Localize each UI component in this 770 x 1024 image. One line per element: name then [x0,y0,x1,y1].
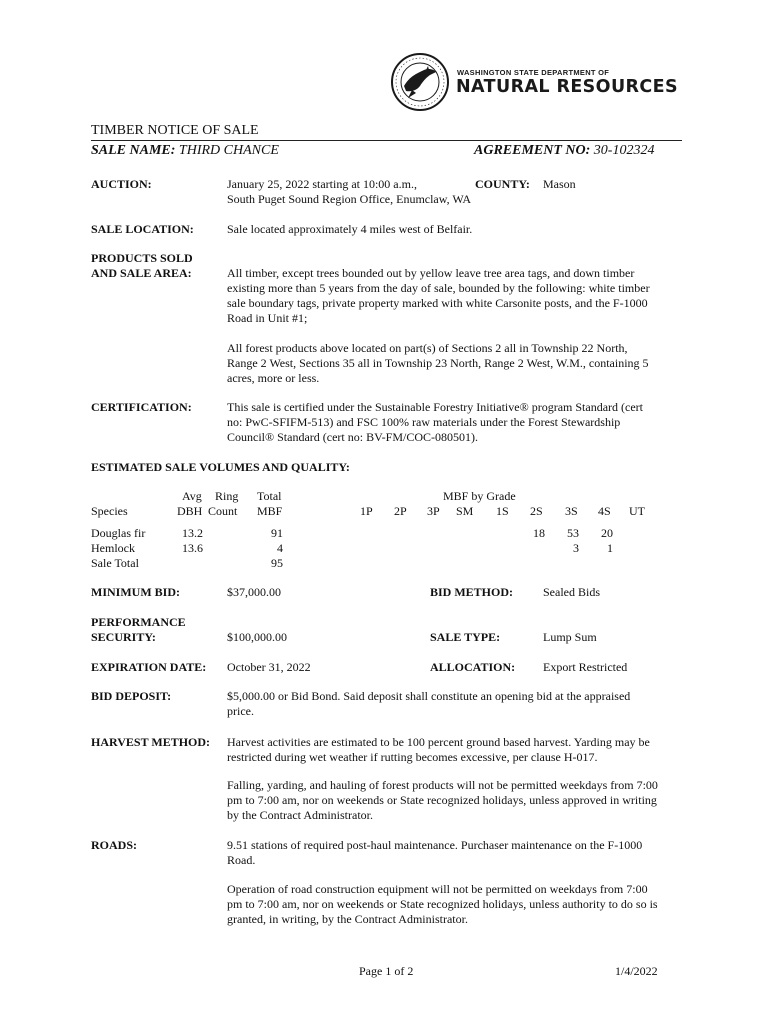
col-header-ring: Ring [215,489,239,503]
grade-3s: 3S [565,504,578,518]
row-species: Douglas fir [91,526,146,540]
roads-paragraph-1 [227,838,642,868]
county-label: COUNTY: [475,177,530,191]
col-header-species: Species [91,504,128,518]
allocation-value: Export Restricted [543,660,628,674]
logo-dept-line: WASHINGTON STATE DEPARTMENT OF [457,68,610,77]
sale-type-value: Lump Sum [543,630,597,644]
minimum-bid-label: MINIMUM BID: [91,585,180,599]
text-line: Road. [227,853,256,867]
document-date: 1/4/2022 [615,964,658,978]
col-header-mbf: MBF [257,504,283,518]
bid-deposit-text [227,689,630,719]
volumes-table [91,489,671,574]
products-paragraph-2 [227,341,649,386]
certification-text [227,400,643,445]
row-grade-3s: 53 [567,526,579,540]
agreement-value: 30-102324 [593,143,655,158]
text-line: restricted during wet weather if rutting becomes excessive, per clause H-017. [227,750,598,764]
performance-value: $100,000.00 [227,630,287,644]
text-line: This sale is certified under the Sustainable Forestry Initiative® program Standard (cert [227,400,643,414]
text-line: Operation of road construction equipment will not be permitted on weekdays from 7:00 [227,882,648,896]
grade-3p: 3P [427,504,440,518]
text-line: sale boundary tags, private property marked with white Carsonite posts, and the F-1000 [227,296,648,310]
text-line: pm to 7:00 am, nor on weekends or State recognized holidays, unless approved in writing [227,793,657,807]
row-grade-4s: 1 [607,541,613,555]
document-title: TIMBER NOTICE OF SALE [91,123,259,138]
allocation-label: ALLOCATION: [430,660,516,674]
grade-sm: SM [456,504,474,518]
sale-location-text: Sale located approximately 4 miles west of Belfair. [227,222,473,236]
harvest-method-label: HARVEST METHOD: [91,735,211,749]
auction-line-1: January 25, 2022 starting at 10:00 a.m., [227,177,417,191]
col-header-avg: Avg [182,489,202,503]
performance-label-line-2: SECURITY: [91,630,156,644]
dnr-logo [390,52,680,112]
row-dbh: 13.2 [182,526,203,540]
county-value: Mason [543,177,576,191]
bid-deposit-label: BID DEPOSIT: [91,689,172,703]
header-rule [91,140,682,141]
col-header-count: Count [208,504,238,518]
text-line: Council® Standard (cert no: BV-FM/COC-080501). [227,430,478,444]
logo-name-line: NATURAL RESOURCES [456,77,679,97]
row-grade-4s: 20 [601,526,613,540]
bid-method-value: Sealed Bids [543,585,600,599]
text-line: no: PwC-SFIFM-513) and FSC 100% raw materials under the Forest Stewardship [227,415,621,429]
agreement-number [474,142,654,159]
text-line: All forest products above located on part(s) of Sections 2 all in Township 22 North, [227,341,628,355]
text-line: 9.51 stations of required post-haul maintenance. Purchaser maintenance on the F-1000 [227,838,643,852]
minimum-bid-value: $37,000.00 [227,585,281,599]
dnr-seal-icon [390,52,450,112]
products-label-line-1: PRODUCTS SOLD [91,251,193,265]
roads-paragraph-2 [227,882,658,927]
text-line: Harvest activities are estimated to be 100 percent ground based harvest. Yarding may be [227,735,650,749]
row-dbh: 13.6 [182,541,203,555]
row-total: 4 [277,541,283,555]
sale-type-label: SALE TYPE: [430,630,501,644]
grade-ut: UT [629,504,645,518]
text-line: Falling, yarding, and hauling of forest products will not be permitted weekdays from 7:00 [227,778,658,792]
text-line: by the Contract Administrator. [227,808,373,822]
row-species: Hemlock [91,541,135,555]
row-species: Sale Total [91,556,139,570]
row-grade-3s: 3 [573,541,579,555]
text-line: Range 2 West, Sections 35 all in Township 23 North, Range 2 West, W.M., containing 5 [227,356,649,370]
text-line: pm to 7:00 am, nor on weekends or State recognized holidays, unless authority to do so is [227,897,658,911]
text-line: price. [227,704,254,718]
harvest-paragraph-2 [227,778,658,823]
grade-1p: 1P [360,504,373,518]
page-number: Page 1 of 2 [359,964,414,978]
expiration-label: EXPIRATION DATE: [91,660,207,674]
performance-label-line-1: PERFORMANCE [91,615,186,629]
sale-name-label: SALE NAME: [91,143,176,158]
text-line: acres, more or less. [227,371,320,385]
auction-line-2: South Puget Sound Region Office, Enumclaw, WA [227,192,472,206]
grade-1s: 1S [496,504,509,518]
grade-2p: 2P [394,504,407,518]
sale-name [91,142,279,159]
roads-label: ROADS: [91,838,138,852]
auction-label: AUCTION: [91,177,152,191]
text-line: All timber, except trees bounded out by yellow leave tree area tags, and down timber [227,266,635,280]
text-line: Road in Unit #1; [227,311,308,325]
sale-location-label: SALE LOCATION: [91,222,194,236]
volumes-heading: ESTIMATED SALE VOLUMES AND QUALITY: [91,460,350,474]
text-line: $5,000.00 or Bid Bond. Said deposit shall constitute an opening bid at the appraised [227,689,631,703]
bid-method-label: BID METHOD: [430,585,514,599]
row-total: 91 [271,526,283,540]
products-label-line-2: AND SALE AREA: [91,266,192,280]
text-line: granted, in writing, by the Contract Administrator. [227,912,468,926]
col-header-mbf-by-grade: MBF by Grade [443,489,516,503]
text-line: existing more than 5 years from the day of sale, bounded by the following: white timber [227,281,650,295]
harvest-paragraph-1 [227,735,650,765]
row-grade-2s: 18 [533,526,545,540]
row-total: 95 [271,556,283,570]
products-paragraph-1 [227,266,650,326]
col-header-dbh: DBH [177,504,203,518]
expiration-value: October 31, 2022 [227,660,311,674]
grade-4s: 4S [598,504,611,518]
col-header-total: Total [257,489,282,503]
certification-label: CERTIFICATION: [91,400,192,414]
sale-name-value: THIRD CHANCE [178,143,279,158]
grade-2s: 2S [530,504,543,518]
agreement-label: AGREEMENT NO: [474,143,591,158]
